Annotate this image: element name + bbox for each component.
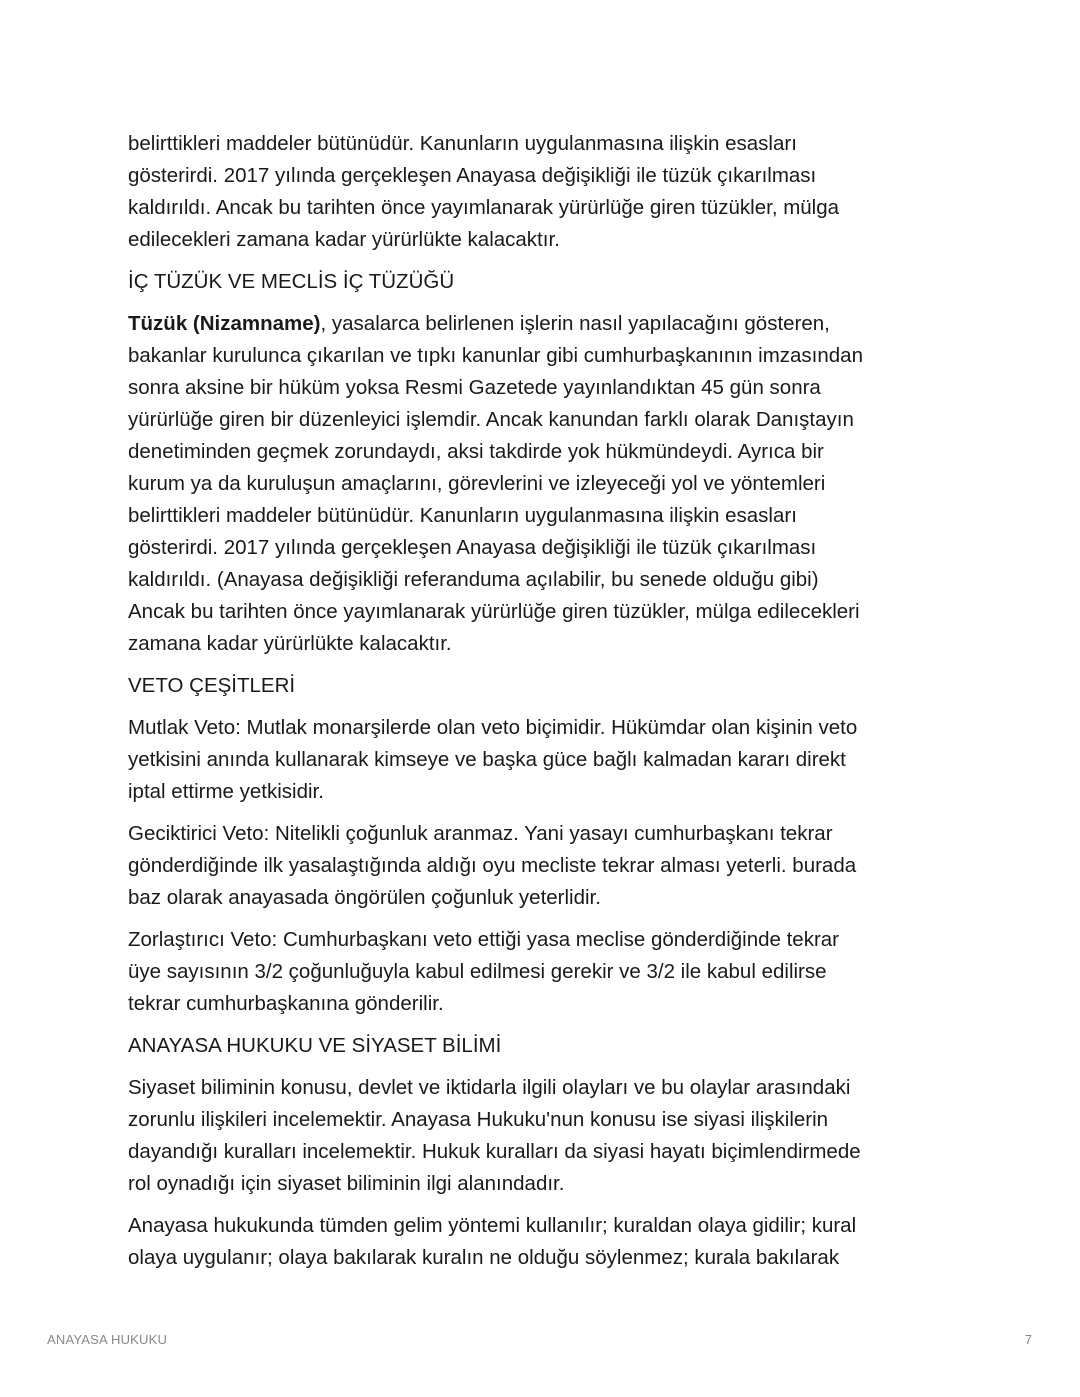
text-line: Siyaset biliminin konusu, devlet ve iktidarla ilgili olayları ve bu olaylar arasındaki <box>128 1076 851 1099</box>
text-line <box>128 308 968 340</box>
text-line: kurum ya da kuruluşun amaçlarını, görevlerini ve izleyeceği yol ve yöntemleri <box>128 472 826 495</box>
text-line: bakanlar kurulunca çıkarılan ve tıpkı kanunlar gibi cumhurbaşkanının imzasından <box>128 344 863 367</box>
paragraph <box>128 924 968 1020</box>
section-heading: İÇ TÜZÜK VE MECLİS İÇ TÜZÜĞÜ <box>128 270 455 293</box>
text-line: gösterirdi. 2017 yılında gerçekleşen Anayasa değişikliği ile tüzük çıkarılması <box>128 536 817 559</box>
paragraph <box>128 1210 968 1274</box>
text-line: Mutlak Veto: Mutlak monarşilerde olan veto biçimidir. Hükümdar olan kişinin veto <box>128 716 858 739</box>
page-number: 7 <box>1024 1332 1032 1347</box>
text-line: tekrar cumhurbaşkanına gönderilir. <box>128 992 444 1015</box>
text-line: olaya uygulanır; olaya bakılarak kuralın ne olduğu söylenmez; kurala bakılarak <box>128 1246 840 1269</box>
paragraph <box>128 712 968 808</box>
text-line: yürürlüğe giren bir düzenleyici işlemdir. Ancak kanundan farklı olarak Danıştayın <box>128 408 854 431</box>
text-line: rol oynadığı için siyaset biliminin ilgi alanındadır. <box>128 1172 565 1195</box>
paragraph <box>128 308 968 660</box>
text-line: sonra aksine bir hüküm yoksa Resmi Gazetede yayınlandıktan 45 gün sonra <box>128 376 821 399</box>
text-line: denetiminden geçmek zorundaydı, aksi takdirde yok hükmündeydi. Ayrıca bir <box>128 440 824 463</box>
text-line: Ancak bu tarihten önce yayımlanarak yürürlüğe giren tüzükler, mülga edilecekleri <box>128 600 860 623</box>
text-line: Zorlaştırıcı Veto: Cumhurbaşkanı veto ettiği yasa meclise gönderdiğinde tekrar <box>128 928 840 951</box>
text-line: kaldırıldı. Ancak bu tarihten önce yayımlanarak yürürlüğe giren tüzükler, mülga <box>128 196 840 219</box>
text-line: baz olarak anayasada öngörülen çoğunluk yeterlidir. <box>128 886 601 909</box>
text-line: gönderdiğinde ilk yasalaştığında aldığı oyu mecliste tekrar alması yeterli. burada <box>128 854 857 877</box>
document-body <box>128 128 968 1284</box>
text-line: gösterirdi. 2017 yılında gerçekleşen Anayasa değişikliği ile tüzük çıkarılması <box>128 164 817 187</box>
text-line: Geciktirici Veto: Nitelikli çoğunluk aranmaz. Yani yasayı cumhurbaşkanı tekrar <box>128 822 833 845</box>
footer-title: ANAYASA HUKUKU <box>47 1332 168 1347</box>
bold-term: Tüzük (Nizamname) <box>128 312 321 335</box>
paragraph <box>128 818 968 914</box>
text-line: yetkisini anında kullanarak kimseye ve başka güce bağlı kalmadan kararı direkt <box>128 748 846 771</box>
text-line: iptal ettirme yetkisidir. <box>128 780 324 803</box>
section-heading: ANAYASA HUKUKU VE SİYASET BİLİMİ <box>128 1034 502 1057</box>
text-line: Anayasa hukukunda tümden gelim yöntemi kullanılır; kuraldan olaya gidilir; kural <box>128 1214 857 1237</box>
text-line: üye sayısının 3/2 çoğunluğuyla kabul edilmesi gerekir ve 3/2 ile kabul edilirse <box>128 960 827 983</box>
text-line: belirttikleri maddeler bütünüdür. Kanunların uygulanmasına ilişkin esasları <box>128 132 797 155</box>
text-line: zorunlu ilişkileri incelemektir. Anayasa Hukuku'nun konusu ise siyasi ilişkilerin <box>128 1108 829 1131</box>
paragraph <box>128 128 968 256</box>
text-line: kaldırıldı. (Anayasa değişikliği referanduma açılabilir, bu senede olduğu gibi) <box>128 568 819 591</box>
text-line: zamana kadar yürürlükte kalacaktır. <box>128 632 452 655</box>
paragraph <box>128 1072 968 1200</box>
text-line-rest: , yasalarca belirlenen işlerin nasıl yapılacağını gösteren, <box>320 312 830 335</box>
text-line: dayandığı kuralları incelemektir. Hukuk kuralları da siyasi hayatı biçimlendirmede <box>128 1140 861 1163</box>
text-line: belirttikleri maddeler bütünüdür. Kanunların uygulanmasına ilişkin esasları <box>128 504 797 527</box>
section-heading: VETO ÇEŞİTLERİ <box>128 674 296 697</box>
text-line: edilecekleri zamana kadar yürürlükte kalacaktır. <box>128 228 560 251</box>
